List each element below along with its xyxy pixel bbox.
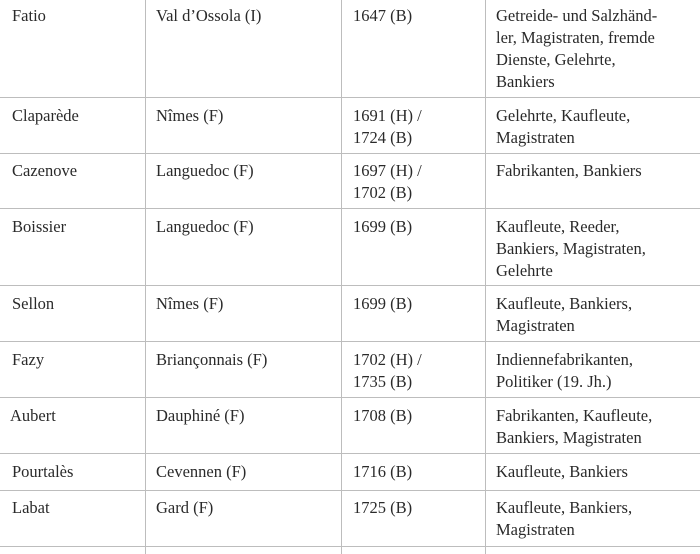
origin-cell: Gard (F) <box>156 498 214 517</box>
origin-cell: Languedoc (F) <box>156 161 254 180</box>
row-divider <box>0 153 700 154</box>
date-cell: 1699 (B) <box>353 294 413 313</box>
row-divider <box>0 285 700 286</box>
date-cell: 1725 (B) <box>353 498 413 517</box>
origin-cell: Val d’Ossola (I) <box>156 6 262 25</box>
origin-cell: Languedoc (F) <box>156 217 254 236</box>
origin-cell: Briançonnais (F) <box>156 350 268 369</box>
occupation-cell: Getreide- und Salzhänd- ler, Magistraten, fremde Dienste, Gelehrte, Bankiers <box>496 6 658 91</box>
family-cell: Pourtalès <box>12 462 74 481</box>
family-cell: Labat <box>12 498 50 517</box>
date-cell: 1691 (H) / 1724 (B) <box>353 106 422 147</box>
row-divider <box>0 341 700 342</box>
row-divider <box>0 397 700 398</box>
occupation-cell: Kaufleute, Bankiers, Magistraten <box>496 498 633 539</box>
date-cell: 1647 (B) <box>353 6 413 25</box>
occupation-cell: Kaufleute, Reeder, Bankiers, Magistraten, Gelehrte <box>496 217 646 280</box>
family-cell: Aubert <box>10 406 56 425</box>
occupation-cell: Fabrikanten, Bankiers <box>496 161 642 180</box>
row-divider <box>0 97 700 98</box>
date-cell: 1702 (H) / 1735 (B) <box>353 350 422 391</box>
column-divider <box>341 0 342 554</box>
origin-cell: Nîmes (F) <box>156 294 224 313</box>
family-cell: Claparède <box>12 106 79 125</box>
occupation-cell: Kaufleute, Bankiers, Magistraten <box>496 294 633 335</box>
date-cell: 1699 (B) <box>353 217 413 236</box>
row-divider <box>0 208 700 209</box>
occupation-cell: Indiennefabrikanten, Politiker (19. Jh.) <box>496 350 633 391</box>
family-cell: Cazenove <box>12 161 78 180</box>
family-cell: Boissier <box>12 217 67 236</box>
row-divider <box>0 490 700 491</box>
occupation-cell: Kaufleute, Bankiers <box>496 462 628 481</box>
family-cell: Fatio <box>12 6 46 25</box>
date-cell: 1708 (B) <box>353 406 413 425</box>
family-cell: Sellon <box>12 294 55 313</box>
date-cell: 1716 (B) <box>353 462 413 481</box>
occupation-cell: Fabrikanten, Kaufleute, Bankiers, Magistraten <box>496 406 653 447</box>
family-cell: Fazy <box>12 350 45 369</box>
origin-cell: Nîmes (F) <box>156 106 224 125</box>
row-divider <box>0 546 700 547</box>
column-divider <box>485 0 486 554</box>
column-divider <box>145 0 146 554</box>
origin-cell: Dauphiné (F) <box>156 406 245 425</box>
row-divider <box>0 453 700 454</box>
occupation-cell: Gelehrte, Kaufleute, Magistraten <box>496 106 631 147</box>
date-cell: 1697 (H) / 1702 (B) <box>353 161 422 202</box>
origin-cell: Cevennen (F) <box>156 462 247 481</box>
